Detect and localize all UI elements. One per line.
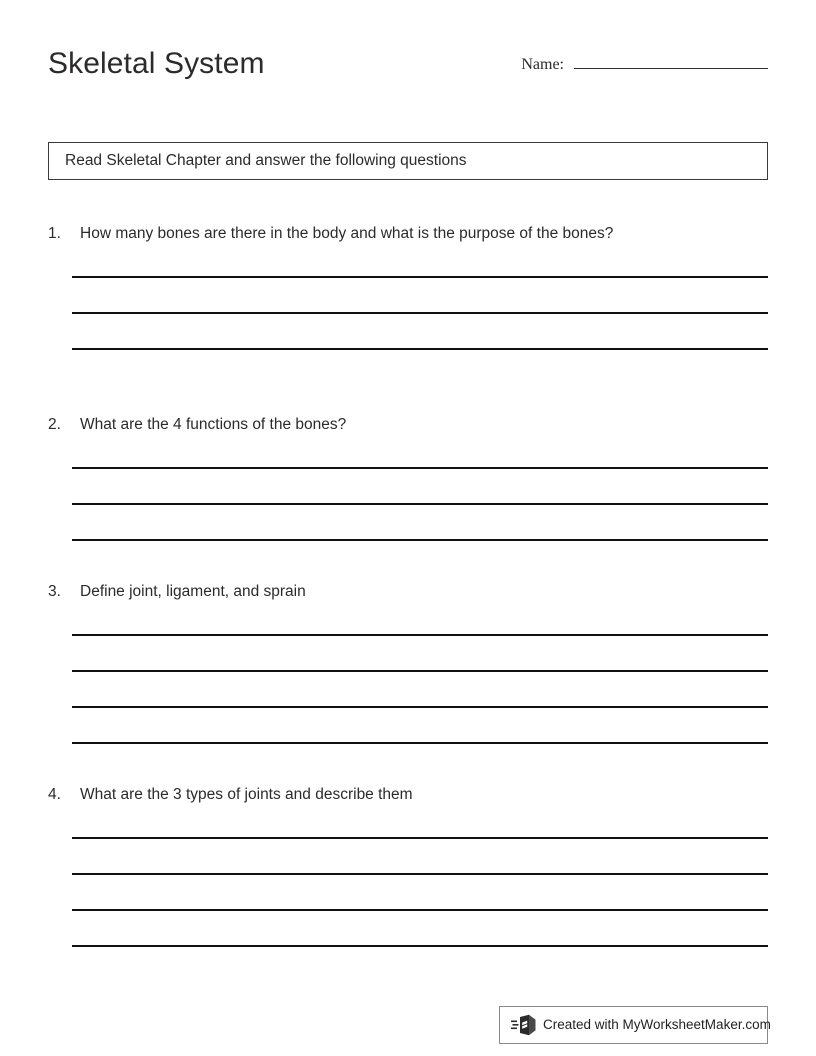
answer-line[interactable]	[72, 467, 768, 469]
question-row	[48, 222, 768, 246]
worksheet-header	[48, 44, 768, 100]
answer-line[interactable]	[72, 348, 768, 350]
answer-line[interactable]	[72, 276, 768, 278]
question-row	[48, 783, 768, 807]
question-block	[48, 413, 768, 541]
answer-line[interactable]	[72, 945, 768, 947]
question-text: What are the 4 functions of the bones?	[80, 416, 347, 433]
answer-line[interactable]	[72, 634, 768, 636]
question-text: What are the 3 types of joints and describe them	[80, 786, 413, 803]
answer-line[interactable]	[72, 706, 768, 708]
answer-line[interactable]	[72, 873, 768, 875]
worksheet-maker-logo-icon	[511, 1014, 537, 1036]
question-number: 2.	[48, 416, 61, 433]
answer-line[interactable]	[72, 909, 768, 911]
answer-line[interactable]	[72, 742, 768, 744]
question-number: 3.	[48, 583, 61, 600]
question-row	[48, 413, 768, 437]
answer-lines	[72, 467, 768, 541]
question-block	[48, 783, 768, 947]
answer-lines	[72, 837, 768, 947]
answer-lines	[72, 634, 768, 744]
answer-line[interactable]	[72, 312, 768, 314]
answer-line[interactable]	[72, 539, 768, 541]
question-number: 1.	[48, 225, 61, 242]
answer-lines	[72, 276, 768, 350]
page-title: Skeletal System	[48, 47, 265, 80]
question-text: How many bones are there in the body and what is the purpose of the bones?	[80, 225, 614, 242]
name-input[interactable]	[574, 54, 768, 69]
instruction-text: Read Skeletal Chapter and answer the following questions	[65, 152, 467, 169]
name-field-group	[521, 54, 768, 75]
footer-badge	[499, 1006, 771, 1044]
answer-line[interactable]	[72, 503, 768, 505]
instruction-box	[48, 142, 768, 180]
footer-text: Created with MyWorksheetMaker.com	[543, 1017, 771, 1032]
question-number: 4.	[48, 786, 61, 803]
name-label: Name:	[521, 56, 564, 73]
answer-line[interactable]	[72, 837, 768, 839]
question-text: Define joint, ligament, and sprain	[80, 583, 306, 600]
question-row	[48, 580, 768, 604]
question-block	[48, 222, 768, 350]
answer-line[interactable]	[72, 670, 768, 672]
question-block	[48, 580, 768, 744]
